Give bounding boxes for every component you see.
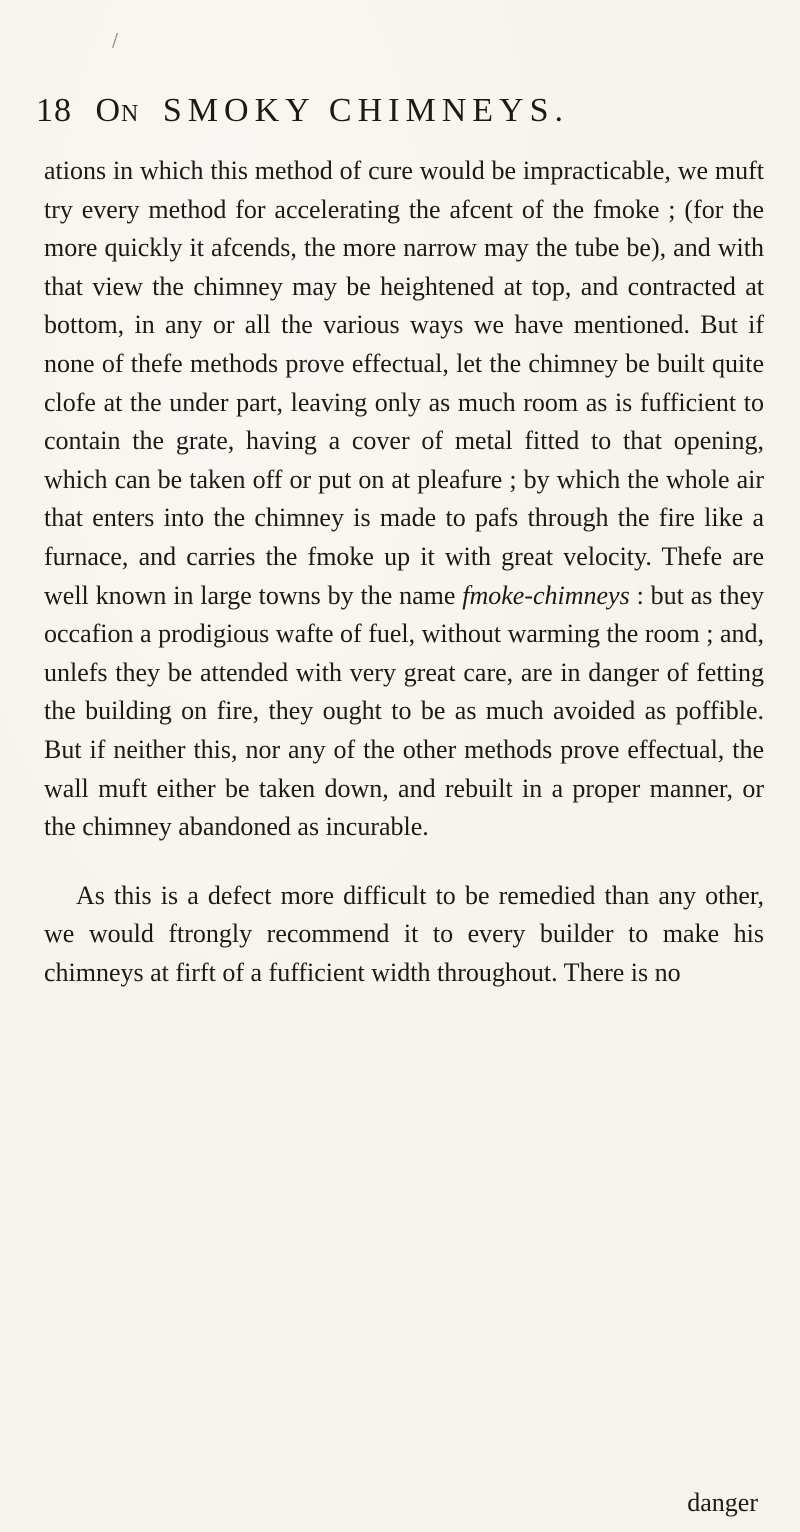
running-head-on: On bbox=[95, 92, 140, 129]
page-number: 18 bbox=[36, 92, 72, 129]
paragraph-1-text-before: ations in which this method of cure would be impracticable, we muft try every method for accelerating the afcent of the fmoke ; (for the more quickly it afcends, the more narrow may the tube be), and with that view the chimney may be heightened at top, and contracted at bottom, in any or all the various ways we have mentioned. But if none of thefe methods prove effectual, let the chimney be built quite clofe at the under part, leaving only as much room as is fufficient to contain the grate, having a cover of metal fitted to that opening, which can be taken off or put on at pleafure ; by which the whole air that enters into the chimney is made to pafs through the fire like a furnace, and carries the fmoke up it with great velocity. Thefe are well known in large towns by the name bbox=[44, 156, 764, 610]
paragraph-1 bbox=[44, 152, 764, 847]
catchword: danger bbox=[687, 1488, 758, 1517]
stray-mark: / bbox=[112, 30, 119, 51]
running-header bbox=[36, 92, 776, 142]
body-text bbox=[44, 152, 764, 992]
paragraph-2: As this is a defect more difficult to be remedied than any other, we would ftrongly recommend it to every builder to make his chimneys at firft of a fufficient width throughout. There is no bbox=[44, 880, 764, 987]
running-head-title: SMOKY CHIMNEYS. bbox=[162, 92, 570, 129]
paragraph-1-italic-term: fmoke-chimneys bbox=[462, 580, 630, 610]
paragraph-1-text-after: : but as they occafion a prodigious wafte of fuel, without warming the room ; and, unlefs they be attended with very great care, are in danger of fetting the building on fire, they ought to be as much avoided as poffible. But if neither this, nor any of the other methods prove effectual, the wall muft either be taken down, and rebuilt in a proper manner, or the chimney abandoned as incurable. bbox=[44, 580, 764, 842]
